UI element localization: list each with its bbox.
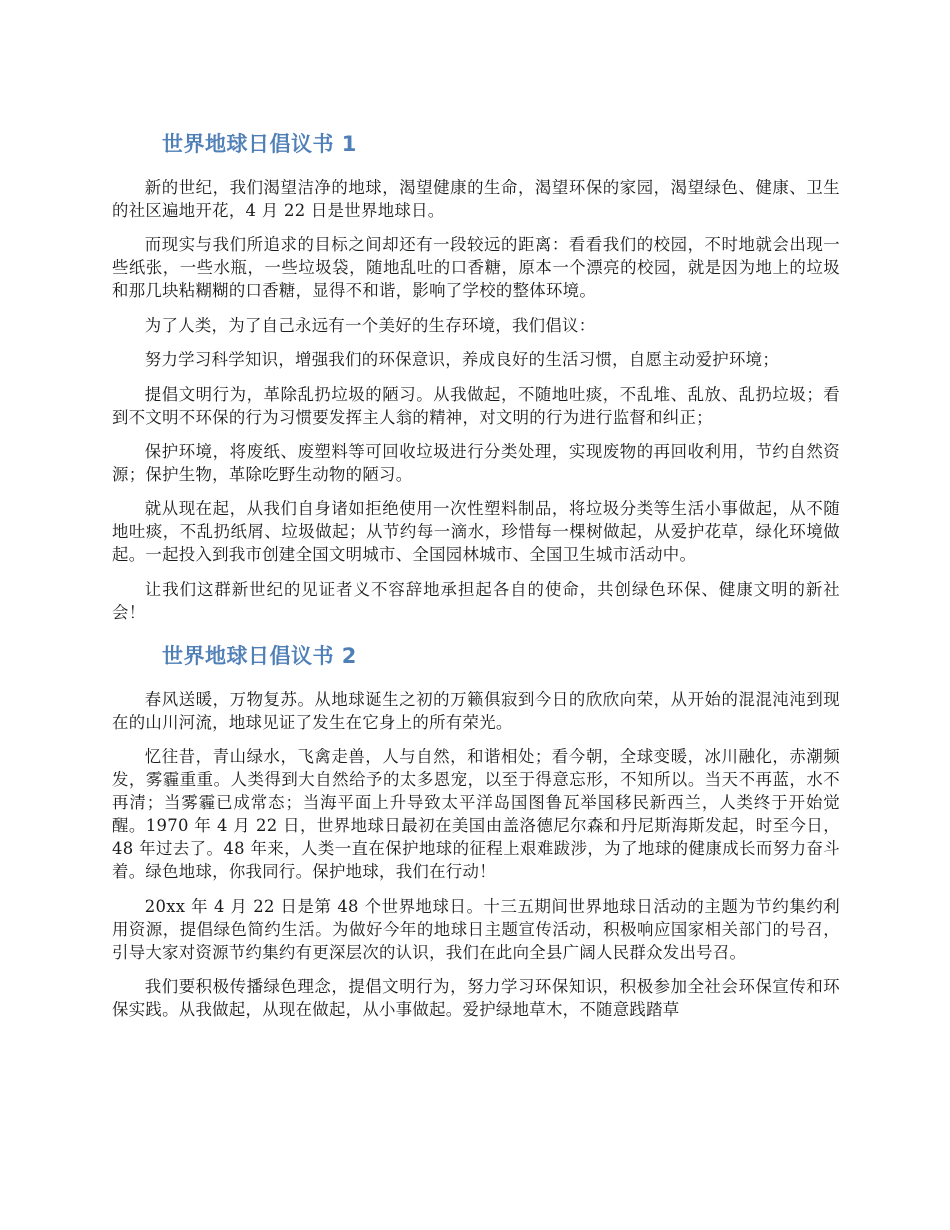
section-1-paragraph-8: 让我们这群新世纪的见证者义不容辞地承担起各自的使命，共创绿色环保、健康文明的新社会！	[112, 579, 840, 622]
section-2-paragraph-4: 我们要积极传播绿色理念，提倡文明行为，努力学习环保知识，积极参加全社会环保宣传和环保实践。从我做起，从现在做起，从小事做起。爱护绿地草木，不随意践踏草	[112, 976, 840, 1019]
section-1-paragraph-7: 就从现在起，从我们自身诸如拒绝使用一次性塑料制品，将垃圾分类等生活小事做起，从不随地吐痰，不乱扔纸屑、垃圾做起；从节约每一滴水，珍惜每一棵树做起，从爱护花草，绿化环境做起。一起投入到我市创建全国文明城市、全国园林城市、全国卫生城市活动中。	[112, 499, 840, 565]
section-1-paragraph-6: 保护环境，将废纸、废塑料等可回收垃圾进行分类处理，实现废物的再回收利用，节约自然资源；保护生物，革除吃野生动物的陋习。	[112, 441, 840, 484]
section-1-paragraph-4: 努力学习科学知识，增强我们的环保意识，养成良好的生活习惯，自愿主动爱护环境；	[144, 350, 780, 370]
section-2-paragraph-2: 忆往昔，青山绿水，飞禽走兽，人与自然，和谐相处；看今朝，全球变暖，冰川融化，赤潮频发，雾霾重重。人类得到大自然给予的太多恩宠，以至于得意忘形，不知所以。当天不再蓝，水不再清；当雾霾已成常态；当海平面上升导致太平洋岛国图鲁瓦举国移民新西兰，人类终于开始觉醒。1970 年 4 月 22 日，世界地球日最初在美国由盖洛德尼尔森和丹尼斯海斯发起，时至今日，48 年过去了。48 年来，人类一直在保护地球的征程上艰难跋涉，为了地球的健康成长而努力奋斗着。绿色地球，你我同行。保护地球，我们在行动！	[112, 747, 840, 882]
section-1-paragraph-1: 新的世纪，我们渴望洁净的地球，渴望健康的生命，渴望环保的家园，渴望绿色、健康、卫生的社区遍地开花，4 月 22 日是世界地球日。	[112, 178, 840, 220]
section-2-paragraph-3: 20xx 年 4 月 22 日是第 48 个世界地球日。十三五期间世界地球日活动的主题为节约集约利用资源，提倡绿色简约生活。为做好今年的地球日主题宣传活动，积极响应国家相关部门的号召，引导大家对资源节约集约有更深层次的认识，我们在此向全县广阔人民群众发出号召。	[112, 896, 840, 962]
section-2-paragraph-1: 春风送暖，万物复苏。从地球诞生之初的万籁俱寂到今日的欣欣向荣，从开始的混混沌沌到现在的山川河流，地球见证了发生在它身上的所有荣光。	[112, 689, 840, 732]
section-1-paragraph-2: 而现实与我们所追求的目标之间却还有一段较远的距离：看看我们的校园，不时地就会出现一些纸张，一些水瓶，一些垃圾袋，随地乱吐的口香糖，原本一个漂亮的校园，就是因为地上的垃圾和那几块粘糊糊的口香糖，显得不和谐，影响了学校的整体环境。	[112, 235, 840, 301]
section-1-paragraph-5: 提倡文明行为，革除乱扔垃圾的陋习。从我做起，不随地吐痰，不乱堆、乱放、乱扔垃圾；看到不文明不环保的行为习惯要发挥主人翁的精神，对文明的行为进行监督和纠正；	[112, 384, 840, 427]
section-1-title: 世界地球日倡议书 1	[162, 132, 357, 156]
section-1-paragraph-3: 为了人类，为了自己永远有一个美好的生存环境，我们倡议：	[144, 315, 596, 335]
section-2-title: 世界地球日倡议书 2	[162, 643, 357, 668]
document-page	[112, 126, 840, 1032]
